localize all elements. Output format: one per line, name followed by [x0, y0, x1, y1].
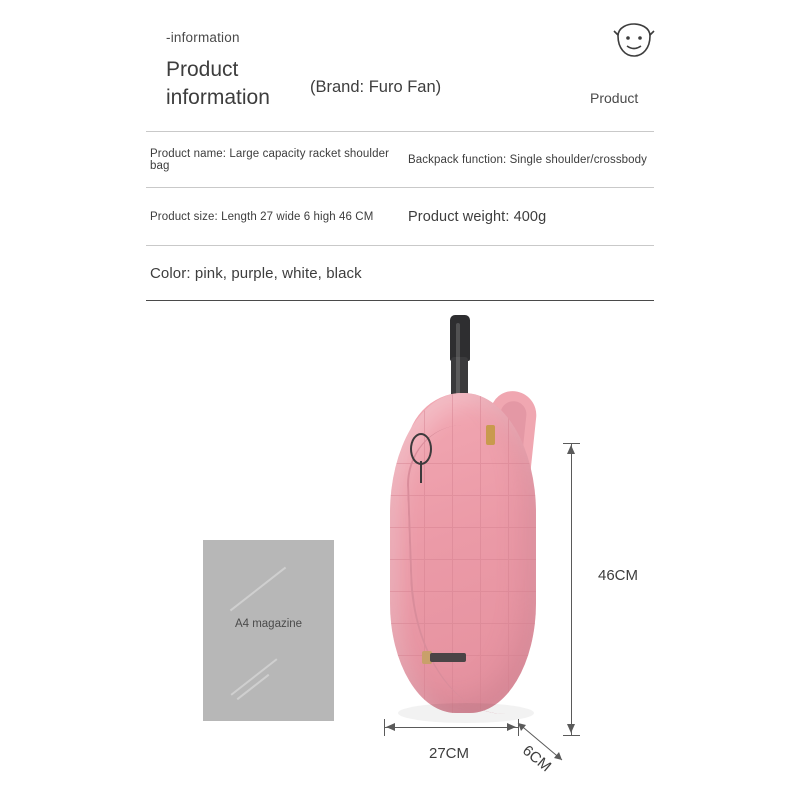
page-title	[166, 56, 316, 112]
page-title-line1: Product	[166, 58, 239, 81]
a4-highlight-streak	[231, 658, 278, 695]
product-illustration	[0, 295, 800, 800]
table-row	[146, 187, 654, 245]
height-dimension-tick-top	[563, 443, 580, 444]
spec-table	[146, 131, 654, 301]
a4-magazine-block	[203, 540, 334, 721]
product-word: Product	[590, 90, 639, 106]
spec-product-weight: Product weight: 400g	[408, 208, 547, 225]
a4-highlight-streak	[230, 567, 286, 612]
depth-dimension-label: 6CM	[519, 742, 555, 776]
zipper-pull-icon	[486, 425, 495, 445]
width-dimension-line	[384, 727, 518, 728]
a4-magazine-label: A4 magazine	[234, 618, 303, 630]
brand-name: (Brand: Furo Fan)	[310, 78, 442, 96]
width-dimension-label: 27CM	[429, 745, 470, 762]
table-row	[146, 245, 654, 301]
bag-loop-strap	[420, 461, 422, 483]
spec-color: Color: pink, purple, white, black	[150, 264, 362, 282]
height-dimension-label: 46CM	[598, 567, 639, 584]
bag-brand-plate	[430, 653, 466, 662]
face-logo-icon	[612, 22, 656, 62]
width-arrow-left	[386, 723, 395, 731]
spec-backpack-function: Backpack function: Single shoulder/crossbody	[408, 153, 648, 166]
header-sub-label: -information	[166, 30, 240, 45]
height-dimension-line	[571, 443, 572, 735]
height-arrow-up	[567, 445, 575, 454]
table-row	[146, 131, 654, 187]
spec-product-name: Product name: Large capacity racket shoulder bag	[150, 147, 389, 172]
racket-bag-illustration	[378, 305, 568, 735]
width-dimension-tick-left	[384, 719, 385, 736]
page-title-line2: information	[166, 86, 270, 109]
racket-grip-icon	[450, 315, 470, 361]
spec-product-size: Product size: Length 27 wide 6 high 46 CM	[150, 210, 374, 223]
page-header	[0, 0, 800, 130]
